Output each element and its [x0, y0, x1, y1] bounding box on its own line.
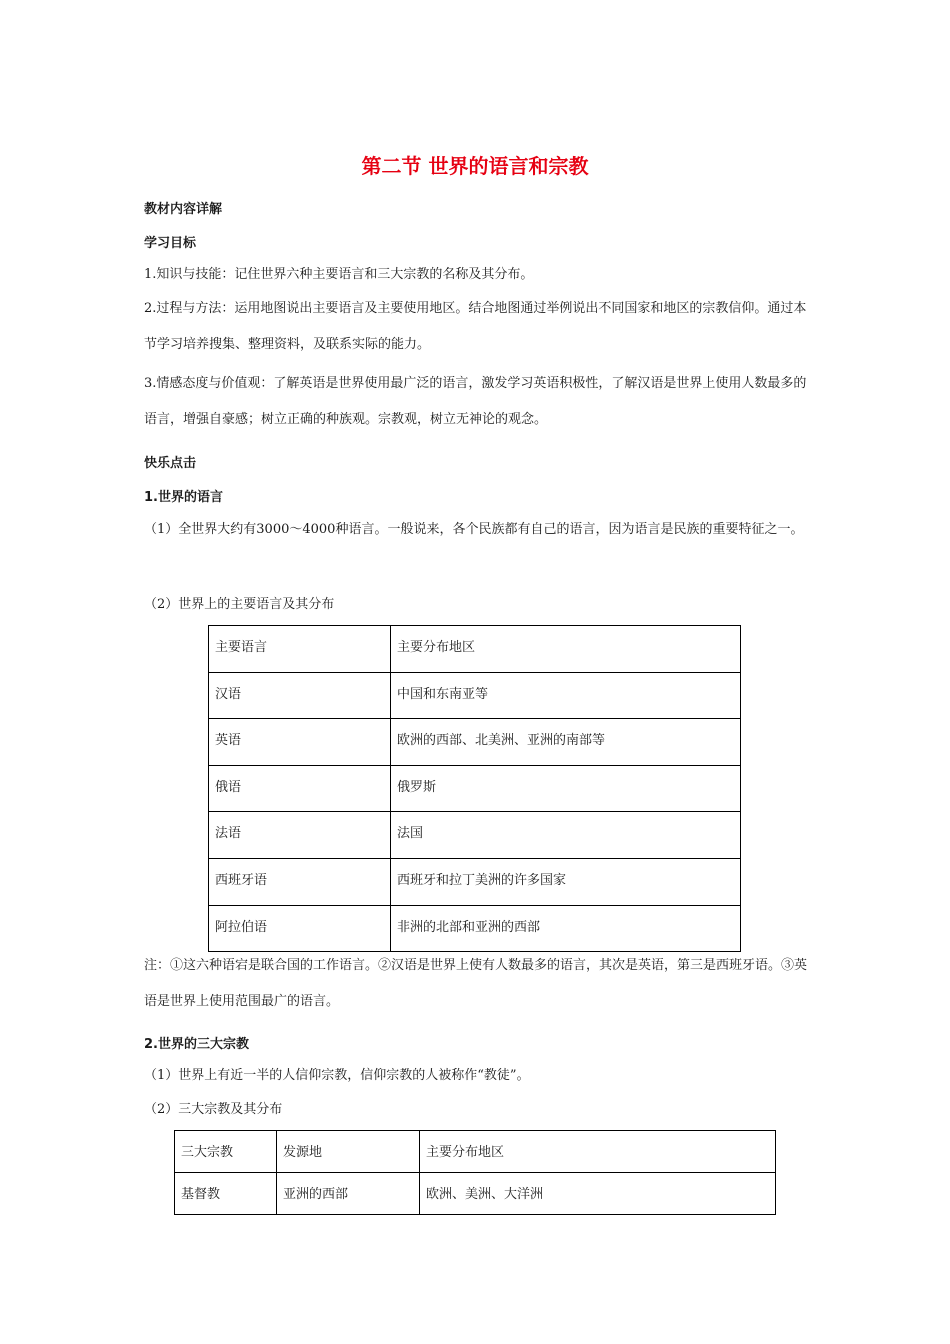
language-cell: 俄语 [209, 765, 391, 812]
header-cell: 主要语言 [209, 626, 391, 673]
origin-cell: 亚洲的西部 [277, 1173, 420, 1215]
goal-1: 1.知识与技能：记住世界六种主要语言和三大宗教的名称及其分布。 [144, 267, 534, 282]
goal-2: 2.过程与方法：运用地图说出主要语言及主要使用地区。结合地图通过举例说出不同国家和地区的宗教信仰。通过本节学习培养搜集、整理资料，及联系实际的能力。 [144, 301, 807, 352]
religion-paragraph-2: （2）三大宗教及其分布 [144, 1102, 283, 1117]
table-row [209, 672, 741, 719]
table-row [209, 719, 741, 766]
religion-heading: 2.世界的三大宗教 [144, 1037, 249, 1052]
header-cell: 主要分布地区 [420, 1131, 776, 1173]
religion-table [174, 1130, 776, 1215]
region-cell: 欧洲的西部、北美洲、亚洲的南部等 [391, 719, 741, 766]
language-heading: 1.世界的语言 [144, 490, 223, 505]
table-row [209, 905, 741, 952]
region-cell: 法国 [391, 812, 741, 859]
table-header-row [175, 1131, 776, 1173]
language-cell: 阿拉伯语 [209, 905, 391, 952]
table-header-row [209, 626, 741, 673]
header-cell: 发源地 [277, 1131, 420, 1173]
header-cell: 三大宗教 [175, 1131, 277, 1173]
table-row [209, 858, 741, 905]
language-note: 注：①这六种语宕是联合国的工作语言。②汉语是世界上使有人数最多的语言，其次是英语，第三是西班牙语。③英语是世界上使用范围最广的语言。 [144, 958, 808, 1009]
region-cell: 非洲的北部和亚洲的西部 [391, 905, 741, 952]
language-table [208, 625, 741, 952]
goals-heading: 学习目标 [144, 236, 197, 251]
table-row [175, 1173, 776, 1215]
page-title: 第二节 世界的语言和宗教 [361, 154, 589, 178]
fun-heading: 快乐点击 [144, 456, 197, 471]
goal-3: 3.情感态度与价值观：了解英语是世界使用最广泛的语言，激发学习英语积极性，了解汉语是世界上使用人数最多的语言，增强自豪感；树立正确的种族观。宗教观，树立无神论的观念。 [144, 376, 807, 427]
language-paragraph-1: （1）全世界大约有3000～4000种语言。一般说来，各个民族都有自己的语言，因为语言是民族的重要特征之一。 [144, 522, 804, 537]
region-cell: 欧洲、美洲、大洋洲 [420, 1173, 776, 1215]
language-cell: 汉语 [209, 672, 391, 719]
intro-heading: 教材内容详解 [144, 202, 223, 217]
region-cell: 俄罗斯 [391, 765, 741, 812]
region-cell: 中国和东南亚等 [391, 672, 741, 719]
header-cell: 主要分布地区 [391, 626, 741, 673]
religion-cell: 基督教 [175, 1173, 277, 1215]
religion-paragraph-1: （1）世界上有近一半的人信仰宗教，信仰宗教的人被称作“教徒”。 [144, 1068, 530, 1083]
table-row [209, 765, 741, 812]
language-cell: 西班牙语 [209, 858, 391, 905]
region-cell: 西班牙和拉丁美洲的许多国家 [391, 858, 741, 905]
language-cell: 英语 [209, 719, 391, 766]
table-row [209, 812, 741, 859]
language-paragraph-2: （2）世界上的主要语言及其分布 [144, 597, 335, 612]
language-cell: 法语 [209, 812, 391, 859]
